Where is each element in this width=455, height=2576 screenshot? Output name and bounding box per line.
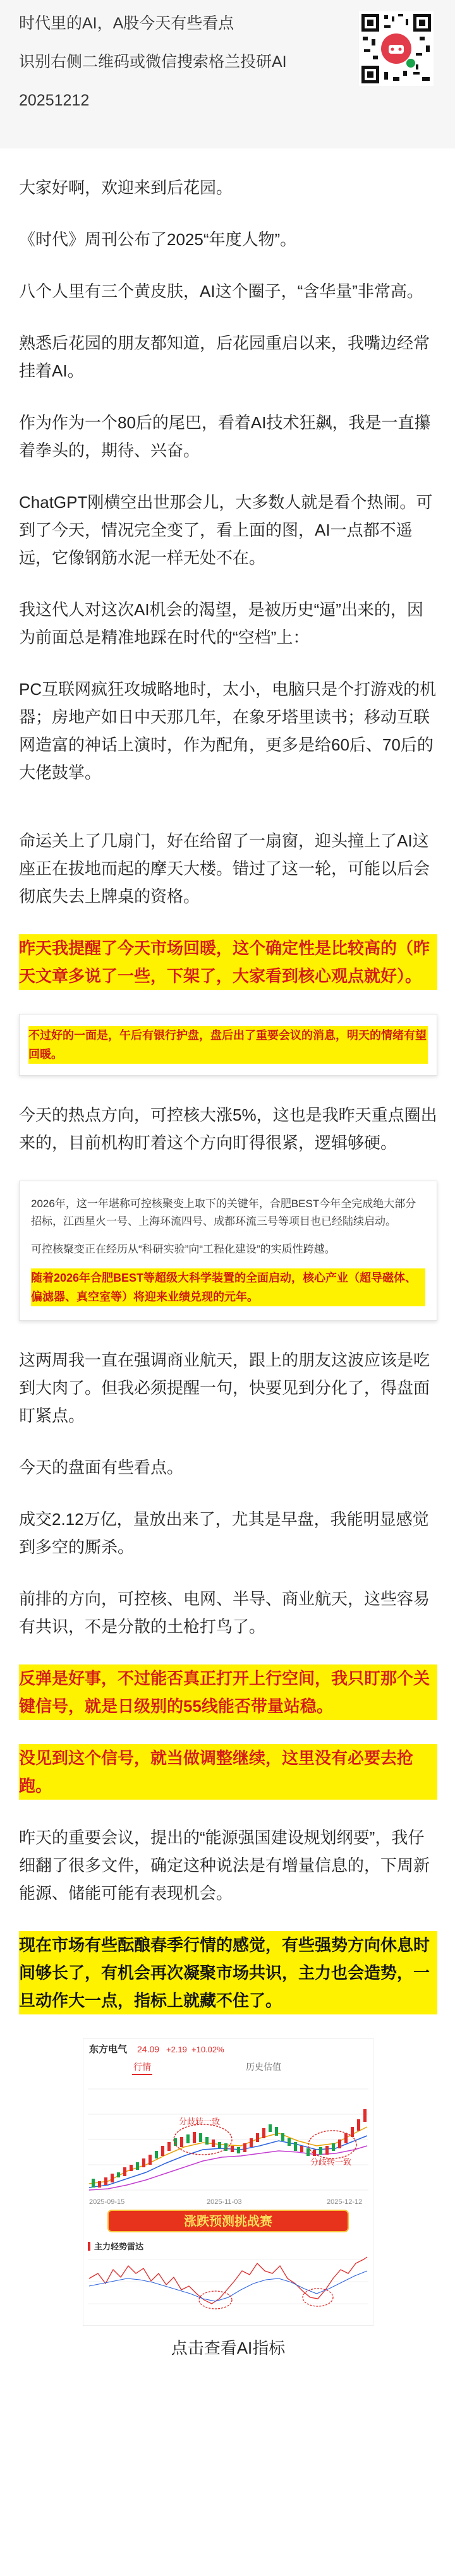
article-body: [0, 148, 455, 2359]
paragraph: 八个人里有三个黄皮肤，AI这个圈子，“含华量”非常高。: [19, 282, 423, 301]
header-date: 20251212: [19, 92, 90, 109]
paragraph: 《时代》周刊公布了2025“年度人物”。: [19, 230, 297, 249]
paragraph: 熟悉后花园的朋友都知道，后花园重启以来，我嘴边经常挂着AI。: [19, 334, 430, 380]
paragraph: PC互联网疯狂攻城略地时，太小，电脑只是个打游戏的机器；房地产如日中天那几年，在象牙塔里读书；移动互联网造富的神话上演时，作为配角，更多是给60后、70后的大佬鼓掌。: [19, 680, 437, 782]
paragraph: 成交2.12万亿，量放出来了，尤其是早盘，我能明显感觉到多空的厮杀。: [19, 1510, 429, 1556]
highlight-black: 现在市场有些酝酿春季行情的感觉，有些强势方向休息时间够长了，有机会再次凝聚市场共识，主力也会造势，一旦动作大一点，指标上就藏不住了。: [19, 1931, 437, 2014]
date-label: 2025-12-12: [327, 2198, 363, 2206]
date-label: 2025-09-15: [89, 2198, 125, 2206]
article-header: [0, 0, 455, 148]
chart-caption[interactable]: 点击查看AI指标: [171, 2338, 286, 2357]
tab-quote[interactable]: 行情: [133, 2062, 151, 2072]
promo-banner[interactable]: 涨跌预测挑战赛: [184, 2215, 272, 2229]
annotation-label: 分歧转一致: [179, 2117, 221, 2126]
stock-chart: [83, 2038, 373, 2326]
paragraph: 这两周我一直在强调商业航天，跟上的朋友这波应该是吃到大肉了。但我必须提醒一句，快要见到分化了，得盘面盯紧点。: [19, 1351, 430, 1425]
header-text: [19, 13, 348, 128]
stock-change: +2.19: [166, 2045, 187, 2054]
paragraph: 昨天的重要会议，提出的“能源强国建设规划纲要”，我仔细翻了很多文件，确定这种说法是有增量信息的，下周新能源、储能可能有表现机会。: [19, 1828, 430, 1903]
date-label: 2025-11-03: [207, 2198, 242, 2206]
paragraph: 大家好啊，欢迎来到后花园。: [19, 178, 233, 197]
stock-card[interactable]: [83, 2038, 373, 2329]
paragraph: 我这代人对这次AI机会的渴望，是被历史“逼”出来的，因为前面总是精准地踩在时代的“空档”上：: [19, 600, 423, 647]
header-title: 时代里的AI，A股今天有些看点: [19, 15, 234, 32]
paragraph: 前排的方向，可控核、电网、半导、商业航天，这些容易有共识，不是分散的土枪打鸟了。: [19, 1589, 430, 1636]
quote-card: [19, 1181, 437, 1321]
quote-text: 可控核聚变正在经历从“科研实验”向“工程化建设”的实质性跨越。: [31, 1243, 336, 1255]
quote-highlight: 随着2026年合肥BEST等超级大科学装置的全面启动，核心产业（超导磁体、偏滤器、真空室等）将迎来业绩兑现的元年。: [31, 1268, 425, 1306]
paragraph: 命运关上了几扇门，好在给留了一扇窗，迎头撞上了AI这座正在拔地而起的摩天大楼。错过了这一轮，可能以后会彻底失去上牌桌的资格。: [19, 831, 430, 906]
stock-price: 24.09: [137, 2044, 160, 2054]
tab-valuation[interactable]: 历史估值: [246, 2062, 281, 2072]
indicator-title: 主力轻势雷达: [94, 2242, 144, 2251]
paragraph: 作为作为一个80后的尾巴，看着AI技术狂飙，我是一直攥着拳头的，期待、兴奋。: [19, 413, 431, 460]
quote-text: 2026年，这一年堪称可控核聚变上取下的关键年，合肥BEST今年全完成绝大部分招标，江西星火一号、上海环流四号、成都环流三号等项目也已经陆续启动。: [31, 1198, 416, 1227]
annotation-label: 分歧转一致: [310, 2157, 352, 2167]
stock-pct: +10.02%: [191, 2045, 224, 2054]
paragraph: ChatGPT刚横空出世那会儿，大多数人就是看个热闹。可到了今天，情况完全变了，看上面的图，AI一点都不遥远，它像钢筋水泥一样无处不在。: [19, 493, 433, 567]
highlight-red: 反弹是好事，不过能否真正打开上行空间，我只盯那个关键信号，就是日级别的55线能否带量站稳。: [19, 1664, 437, 1720]
quote-highlight: 不过好的一面是，午后有银行护盘，盘后出了重要会议的消息，明天的情绪有望回暖。: [28, 1026, 428, 1064]
header-subtitle: 识别右侧二维码或微信搜索格兰投研AI: [19, 53, 287, 71]
quote-card: [19, 1014, 437, 1076]
paragraph: 今天的热点方向，可控核大涨5%，这也是我昨天重点圈出来的，目前机构盯着这个方向盯得很紧，逻辑够硬。: [19, 1105, 437, 1152]
paragraph: 今天的盘面有些看点。: [19, 1458, 184, 1477]
highlight-red: 没见到这个信号，就当做调整继续，这里没有必要去抢跑。: [19, 1744, 437, 1800]
highlight-red: 昨天我提醒了今天市场回暖，这个确定性是比较高的（昨天文章多说了一些，下架了，大家看到核心观点就好）。: [19, 934, 437, 990]
stock-name: 东方电气: [89, 2044, 128, 2055]
qr-code-icon[interactable]: [359, 11, 434, 86]
